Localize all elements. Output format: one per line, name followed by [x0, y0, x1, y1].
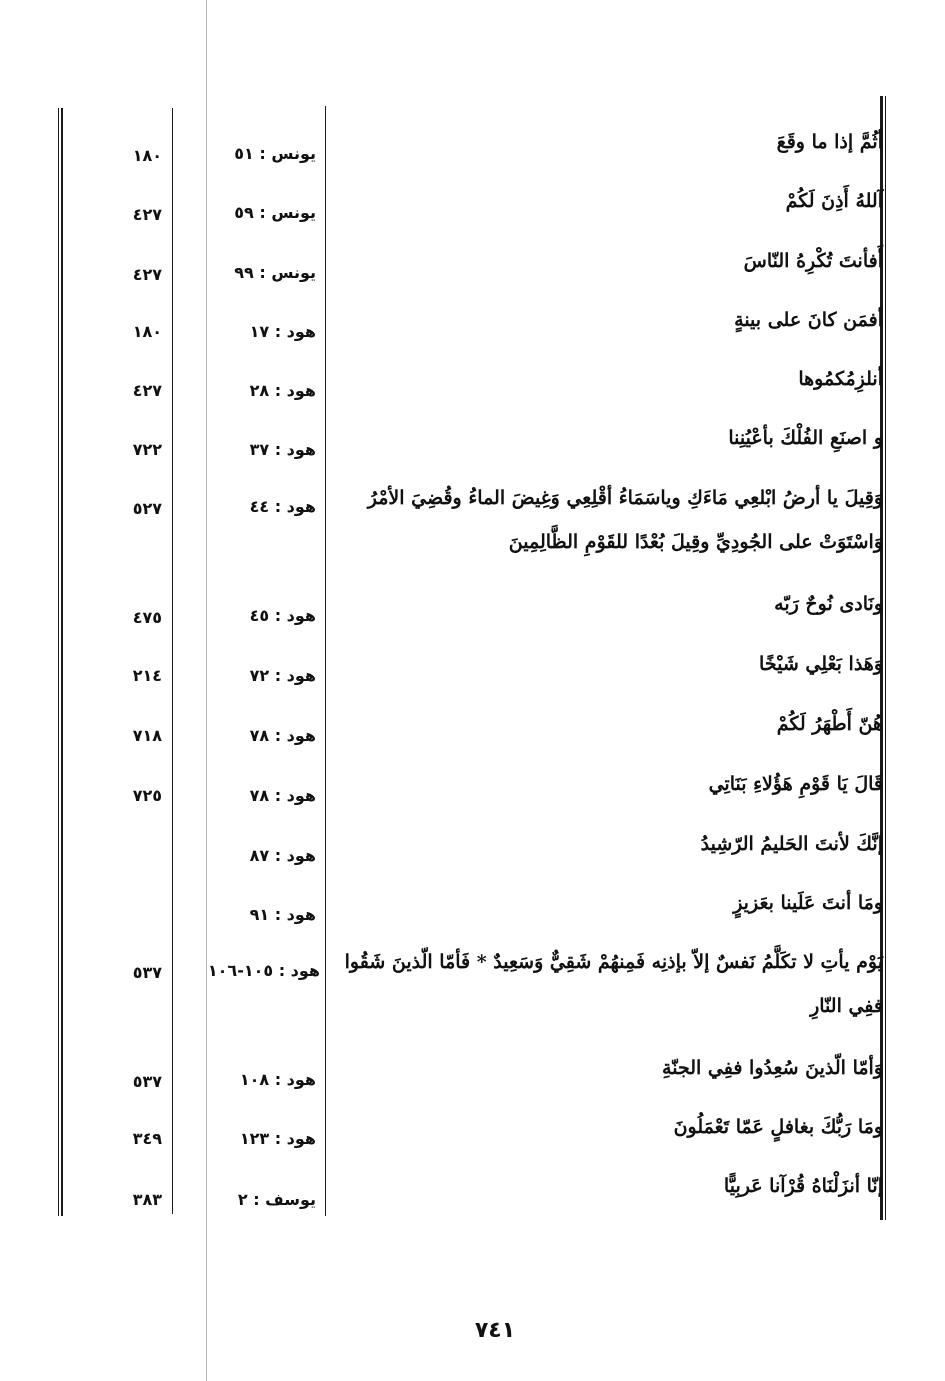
page-reference: ٧١٨ — [132, 726, 162, 745]
page-reference: ٥٢٧ — [132, 499, 162, 518]
surah-reference: هود : ٨٧ — [249, 846, 316, 865]
verse-text: وَهَذا بَعْلِي شَيْخًا — [759, 653, 883, 675]
surah-reference: يونس : ٩٩ — [234, 263, 316, 282]
page-reference: ٧٢٥ — [132, 786, 162, 805]
verse-text: و اصنَعِ الفُلْكَ بأعْيُنِنا — [728, 427, 883, 449]
verse-text: ومَا رَبُّكَ بغافلٍ عَمّا تَعْمَلُونَ — [673, 1116, 883, 1138]
surah-reference: هود : ٧٢ — [249, 666, 316, 685]
verse-text: وَأمّا الّذينَ سُعِدُوا ففِي الجنّةِ — [662, 1057, 883, 1079]
verse-text: يَوْم يأتِ لا تكَلَّمُ نَفسٌ إلاّ بإذنِه فَمِنهُمْ شَقِيٌّ وَسَعِيدٌ * فَأمّا الّذينَ شَقُوا ففِي النّارِ — [344, 951, 883, 1017]
verse-text: وَقِيلَ يا أرضُ ابْلعِي مَاءَكِ وياسَمَاءُ أقْلِعِي وَغِيضَ الماءُ وقُضِيَ الأمْرُ وَاسْتَوَتْ على الجُودِيِّ وقِيلَ بُعْدًا للقَوْمِ الظَّالِمِينَ — [367, 487, 883, 553]
page-reference: ٥٣٧ — [132, 963, 162, 982]
verse-text: أثُمَّ إذا ما وقَعَ — [776, 131, 883, 153]
page-reference: ٤٢٧ — [132, 265, 162, 284]
page-reference: ١٨٠ — [132, 146, 162, 165]
verse-text: ومَا أنتَ عَلَينا بعَزيزٍ — [733, 892, 883, 914]
surah-reference: هود : ١٢٣ — [239, 1129, 316, 1148]
page-number: ٧٤١ — [474, 1318, 516, 1343]
surah-reference: يوسف : ٢ — [237, 1190, 316, 1209]
page-reference: ٤٢٧ — [132, 205, 162, 224]
surah-reference: يونس : ٥١ — [234, 144, 316, 163]
surah-reference: يونس : ٥٩ — [234, 203, 316, 222]
page-reference: ٤٢٧ — [132, 381, 162, 400]
page-reference: ٢١٤ — [132, 666, 162, 685]
verse-text: قَالَ يَا قَوْمِ هَؤُلاءِ بَنَاتِي — [708, 773, 883, 795]
verse-text: ونَادى نُوحٌ رَبّه — [774, 593, 883, 615]
surah-reference: هود : ٣٧ — [249, 440, 316, 459]
surah-reference: هود : ٧٨ — [249, 726, 316, 745]
page-reference: ٧٢٢ — [132, 440, 162, 459]
page-reference: ٥٣٧ — [132, 1072, 162, 1091]
surah-reference: هود : ٤٥ — [249, 606, 316, 625]
verse-text: آللهُ أَذِنَ لَكُمْ — [785, 190, 883, 212]
surah-reference: هود : ١٠٨ — [239, 1070, 316, 1089]
verse-text: هُنّ أَطْهَرُ لَكُمْ — [776, 713, 883, 735]
page-reference: ٣٤٩ — [132, 1129, 162, 1148]
verse-text: إنّا أنزَلْنَاهُ قُرْآنا عَربِيًّا — [723, 1175, 883, 1197]
verse-text: أفمَن كانَ على بينةٍ — [734, 309, 883, 331]
page-reference: ١٨٠ — [132, 322, 162, 341]
surah-reference: هود : ١٠٥-١٠٦ — [207, 961, 320, 980]
page-reference: ٤٧٥ — [132, 608, 162, 627]
verse-text: أَفأنتَ تُكْرِهُ النّاسَ — [743, 250, 883, 272]
surah-reference: هود : ٢٨ — [249, 381, 316, 400]
surah-reference: هود : ٩١ — [249, 905, 316, 924]
verse-text: أنلزِمُكمُوها — [798, 368, 883, 390]
surah-reference: هود : ٧٨ — [249, 786, 316, 805]
surah-reference: هود : ١٧ — [249, 322, 316, 341]
page-reference: ٣٨٣ — [132, 1190, 162, 1209]
verse-text: إنَّكَ لأنتَ الحَليمُ الرّشِيدُ — [700, 833, 883, 855]
surah-reference: هود : ٤٤ — [249, 497, 316, 516]
